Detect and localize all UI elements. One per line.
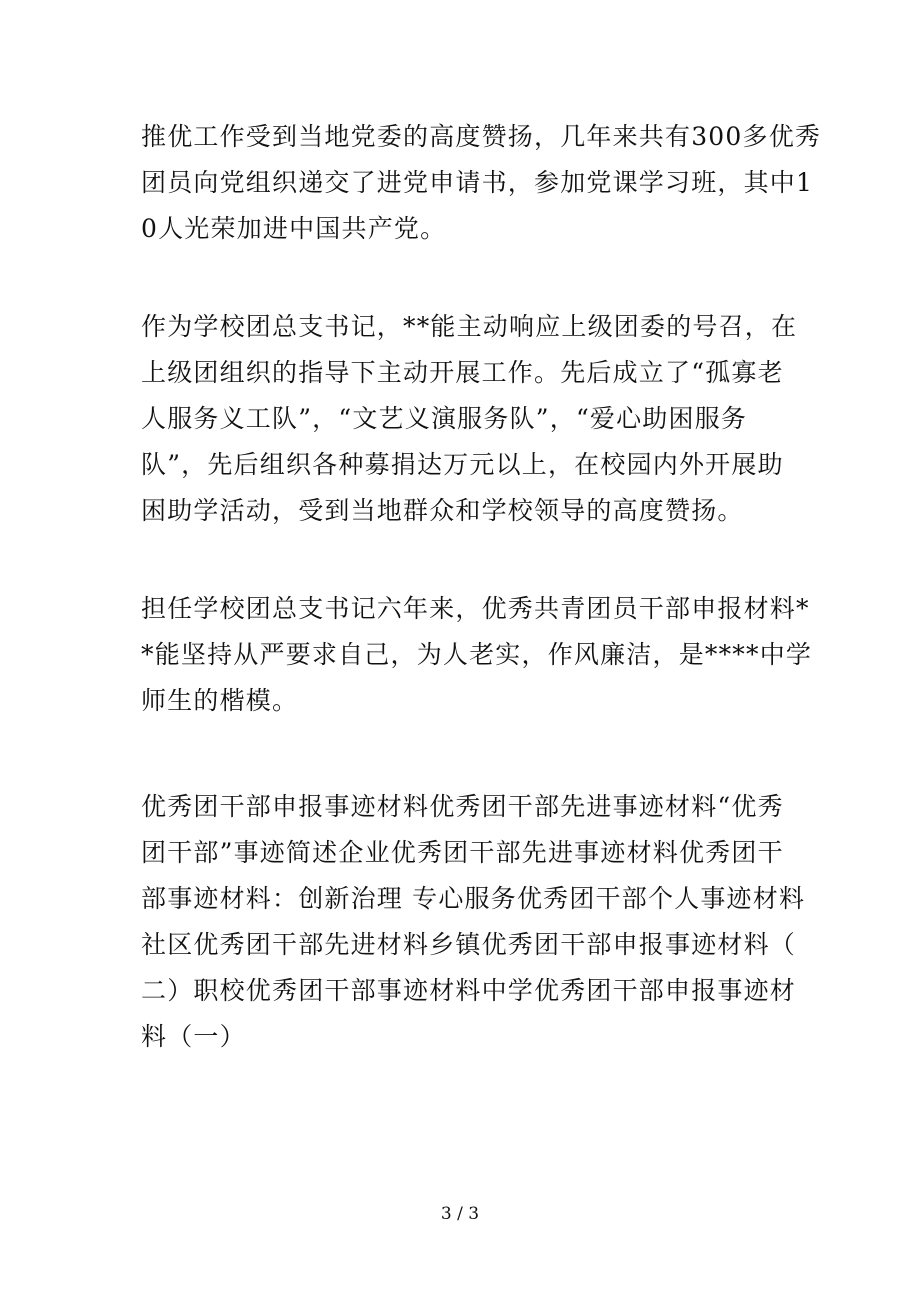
text-line: 推优工作受到当地党委的高度赞扬，几年来共有300多优秀 xyxy=(141,122,822,151)
text-line: 0人光荣加进中国共产党。 xyxy=(141,214,447,243)
text-line: 团员向党组织递交了进党申请书，参加党课学习班，其中1 xyxy=(141,168,814,197)
text-line: 团干部”事迹简述企业优秀团干部先进事迹材料优秀团干 xyxy=(141,838,784,867)
paragraph-3 xyxy=(141,586,813,724)
paragraph-1 xyxy=(141,114,822,252)
text-line: 社区优秀团干部先进材料乡镇优秀团干部申报事迹材料（ xyxy=(141,930,797,959)
paragraph-4 xyxy=(141,784,806,1060)
text-line: 上级团组织的指导下主动开展工作。先后成立了“孤寡老 xyxy=(141,358,784,387)
text-line: 优秀团干部申报事迹材料优秀团干部先进事迹材料“优秀 xyxy=(141,792,784,821)
text-line: 二）职校优秀团干部事迹材料中学优秀团干部申报事迹材 xyxy=(141,976,797,1005)
text-line: 作为学校团总支书记，**能主动响应上级团委的号召，在 xyxy=(141,312,798,341)
text-line: 部事迹材料：创新治理 专心服务优秀团干部个人事迹材料 xyxy=(141,884,806,913)
page-number: 3 / 3 xyxy=(440,1204,480,1224)
text-line: 师生的楷模。 xyxy=(141,686,299,715)
text-line: 料（一） xyxy=(141,1022,246,1051)
paragraph-2 xyxy=(141,304,798,534)
text-line: 困助学活动，受到当地群众和学校领导的高度赞扬。 xyxy=(141,496,744,525)
text-line: 队”，先后组织各种募捐达万元以上，在校园内外开展助 xyxy=(141,450,784,479)
text-line: *能坚持从严要求自己，为人老实，作风廉洁，是****中学 xyxy=(141,640,813,669)
text-line: 担任学校团总支书记六年来，优秀共青团员干部申报材料* xyxy=(141,594,810,623)
text-line: 人服务义工队”，“文艺义演服务队”，“爱心助困服务 xyxy=(141,404,748,433)
